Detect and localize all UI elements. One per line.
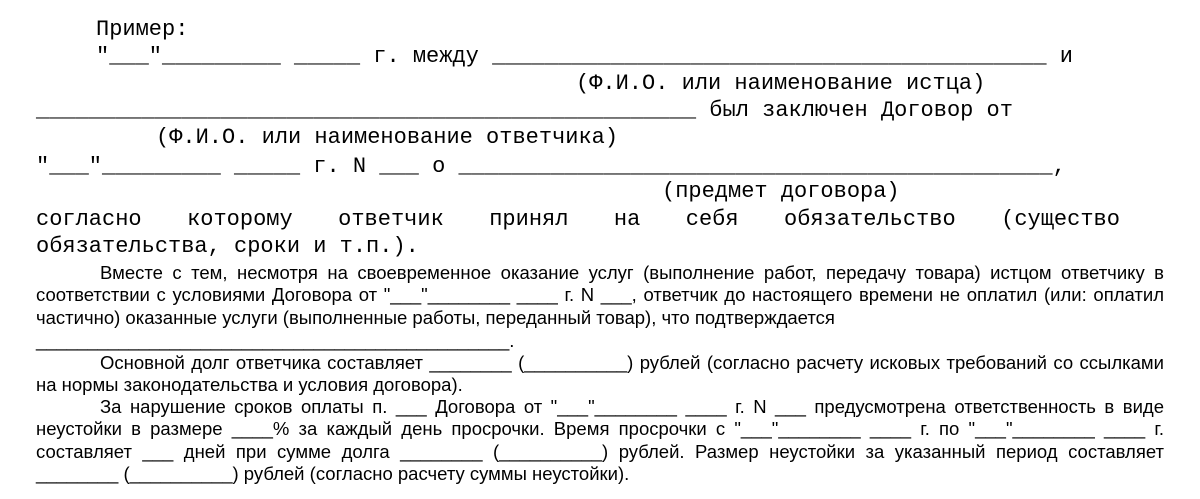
obligation-word: ответчик — [338, 207, 444, 232]
paragraph-text: Вместе с тем, несмотря на своевременное оказание услуг (выполнение работ, передачу товара) истцом ответчику в соответствии с условиями Договора от "___"________ ____ г. N ___, ответчик до настоящего времени не оплатил (или: оплатил частично) оказанные услуги (выполненные работы, переданный товар), что подтверждается — [36, 262, 1164, 328]
obligation-word: обязательство — [784, 207, 956, 232]
paragraph-text: Основной долг ответчика составляет ________ (__________) рублей (согласно расчету исковых требований со ссылками на нормы законодательства и условия договора). — [36, 352, 1164, 396]
caption-defendant: (Ф.И.О. или наименование ответчика) — [156, 125, 619, 150]
obligation-word: принял — [489, 207, 569, 232]
obligation-word: на — [613, 207, 641, 232]
paragraph-principal-debt — [36, 352, 1164, 397]
obligation-word: себя — [685, 207, 739, 232]
paragraph-text: За нарушение сроков оплаты п. ___ Договора от "___"________ ____ г. N ___ предусмотрена ответственность в виде неустойки в размере ____% за каждый день просрочки. Время просрочки с "___"________ ____ г. по "___"________ ____ г. составляет ___ дней при сумме долга ________ (__________) рублей. Размер неустойки за указанный период составляет ________ (__________) рублей (согласно расчету суммы неустойки). — [36, 396, 1164, 485]
example-line-subject: "___"_________ _____ г. N ___ о _____________________________________________, — [36, 154, 1066, 179]
obligation-word: (существо — [1001, 207, 1120, 232]
paragraph-evidence-blank: ______________________________________________. — [36, 330, 515, 351]
caption-contract-subject: (предмет договора) — [662, 179, 900, 204]
example-line-contract: __________________________________________________ был заключен Договор от — [36, 98, 1013, 123]
paragraph-services-unpaid — [36, 262, 1164, 329]
example-line-obligation — [36, 206, 1120, 233]
paragraph-penalty — [36, 396, 1164, 486]
example-heading: Пример: — [96, 17, 189, 42]
caption-plaintiff: (Ф.И.О. или наименование истца) — [576, 71, 986, 96]
obligation-word: которому — [187, 207, 293, 232]
example-line-obligation-end: обязательства, сроки и т.п.). — [36, 234, 419, 259]
obligation-word: согласно — [36, 207, 142, 232]
example-line-date-between: "___"_________ _____ г. между __________________________________________ и — [96, 44, 1073, 69]
